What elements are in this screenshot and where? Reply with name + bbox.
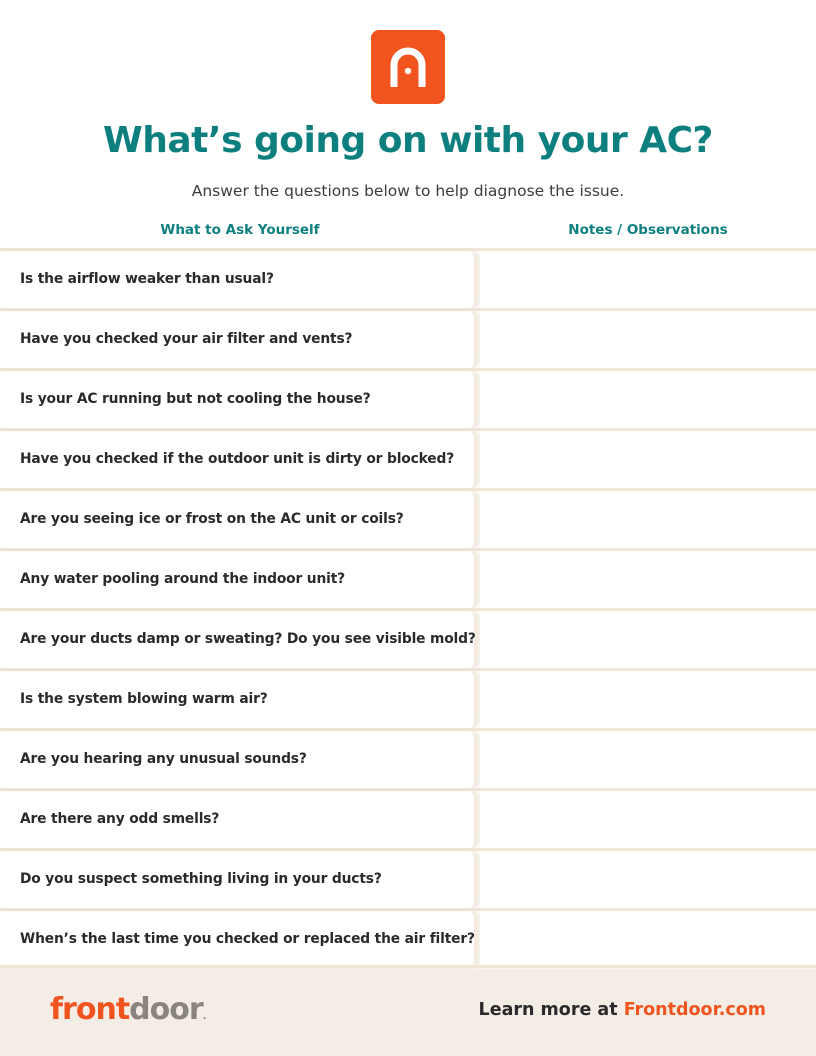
notes-cell[interactable]	[480, 491, 816, 548]
question-text: Is the system blowing warm air?	[20, 691, 268, 707]
notes-cell[interactable]	[480, 311, 816, 368]
wordmark-door: door	[129, 992, 203, 1027]
notes-cell[interactable]	[480, 731, 816, 788]
question-cell	[0, 731, 478, 788]
question-table	[0, 248, 816, 968]
question-text: Are you seeing ice or frost on the AC unit or coils?	[20, 511, 404, 527]
question-text: Do you suspect something living in your ducts?	[20, 871, 382, 887]
table-row	[0, 548, 816, 608]
learn-more-link[interactable]	[479, 1000, 766, 1020]
question-text: Have you checked your air filter and vents?	[20, 331, 353, 347]
learn-more-prefix: Learn more at	[478, 1000, 624, 1020]
frontdoor-logo-tile	[371, 30, 445, 104]
footer	[0, 970, 816, 1056]
question-text: Are there any odd smells?	[20, 811, 220, 827]
notes-cell[interactable]	[480, 851, 816, 908]
question-cell	[0, 611, 478, 668]
question-cell	[0, 671, 478, 728]
table-row	[0, 728, 816, 788]
notes-cell[interactable]	[480, 251, 816, 308]
question-cell	[0, 431, 478, 488]
question-cell	[0, 791, 478, 848]
table-row	[0, 848, 816, 908]
question-cell	[0, 851, 478, 908]
notes-cell[interactable]	[480, 431, 816, 488]
table-row	[0, 488, 816, 548]
notes-cell[interactable]	[480, 611, 816, 668]
question-cell	[0, 251, 478, 308]
table-row	[0, 428, 816, 488]
table-row	[0, 608, 816, 668]
question-cell	[0, 371, 478, 428]
table-row	[0, 788, 816, 848]
question-text: When’s the last time you checked or replaced the air filter?	[20, 931, 475, 947]
question-text: Have you checked if the outdoor unit is dirty or blocked?	[20, 451, 455, 467]
question-cell	[0, 311, 478, 368]
table-row	[0, 248, 816, 308]
question-cell	[0, 551, 478, 608]
table-row	[0, 368, 816, 428]
question-text: Is your AC running but not cooling the house?	[20, 391, 371, 407]
notes-cell[interactable]	[480, 791, 816, 848]
question-text: Are your ducts damp or sweating? Do you see visible mold?	[20, 631, 476, 647]
notes-cell[interactable]	[480, 911, 816, 968]
wordmark-front: front	[50, 992, 130, 1027]
page-subtitle: Answer the questions below to help diagnose the issue.	[191, 182, 625, 200]
frontdoor-site-link[interactable]: Frontdoor.com	[623, 1000, 766, 1020]
question-text: Is the airflow weaker than usual?	[20, 271, 274, 287]
question-text: Are you hearing any unusual sounds?	[20, 751, 307, 767]
column-header-notes: Notes / Observations	[568, 222, 728, 238]
table-row	[0, 908, 816, 968]
frontdoor-arch-icon	[371, 30, 445, 104]
question-text: Any water pooling around the indoor unit?	[20, 571, 346, 587]
question-cell	[0, 911, 478, 968]
wordmark-dot: .	[202, 1011, 207, 1022]
table-row	[0, 668, 816, 728]
notes-cell[interactable]	[480, 671, 816, 728]
frontdoor-wordmark	[50, 992, 206, 1035]
question-cell	[0, 491, 478, 548]
page-title: What’s going on with your AC?	[103, 120, 713, 161]
notes-cell[interactable]	[480, 551, 816, 608]
table-row	[0, 308, 816, 368]
notes-cell[interactable]	[480, 371, 816, 428]
column-header-questions: What to Ask Yourself	[160, 222, 320, 238]
